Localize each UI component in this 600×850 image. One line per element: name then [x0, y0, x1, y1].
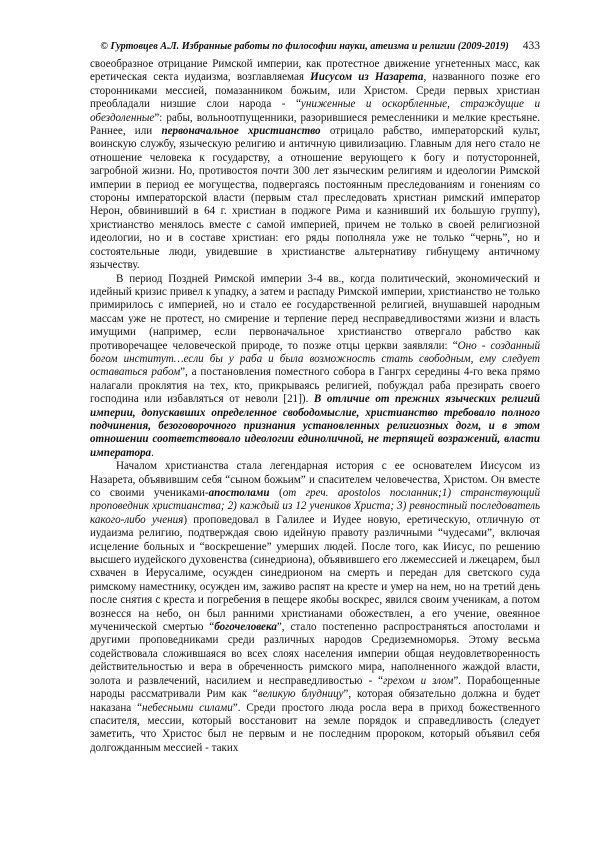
text-run: , названного позже его сторонниками мессией, помазанником божьим, или Христом. Среди первых христиан преобладали низшие слои народа - “: [90, 71, 540, 111]
emphasis-italic: Оно - созданный богом институт…если бы у раба и была возможность стать свободным, ему следует оставаться рабом: [90, 339, 540, 379]
text-run: (: [269, 487, 283, 499]
emphasis-bold-italic: апостолами: [208, 487, 270, 499]
text-run: ”, а постановления поместного собора в Гангрх середины 4-го века прямо налагали проклятия на тех, кто, прикрываясь религией, побуждал раба презирать своего господина или избавляться от неволи [21]).: [90, 366, 540, 406]
emphasis-italic: грехом и злом: [383, 674, 454, 687]
body-text: [90, 58, 540, 755]
text-run: Началом христианства стала легендарная история с ее основателем Иисусом из Назарета, объявившим себя “сыном божьим” и спасителем человечества, Христом. Он вместе со своими учениками-: [90, 460, 540, 499]
text-run: ”: рабы, вольноотпущенники, разорившиеся ремесленники и мелкие крестьяне. Раннее, или: [90, 111, 540, 138]
emphasis-bold-italic: первоначальное христианство: [161, 125, 321, 138]
emphasis-italic: небесными силами: [142, 701, 233, 714]
emphasis-italic: от греч. apostolos посланник;1) странствующий проповедник христианства; 2) каждый из 12 учеников Христа; 3) ревностный последователь какого-либо учения: [90, 487, 540, 526]
text-run: ”. Среди простого люда росла вера в приход божественного спасителя, мессии, который восстановит на земле порядок и справедливость (следует заметить, что Христос был не первым и не последним пророком, который объявил себя долгожданным мессией - таких: [90, 701, 540, 754]
emphasis-bold-italic: Иисусом из Назарета: [310, 71, 424, 84]
paragraph: [90, 460, 540, 755]
paragraph: [90, 58, 540, 273]
page-number: 433: [522, 40, 540, 52]
text-run: своеобразное отрицание Римской империи, как протестное движение угнетенных масс, как еретическая секта иудаизма, возглавляемая: [90, 58, 540, 84]
text-run: отрицало рабство, императорский культ, воинскую службу, языческую религию и античную цивилизацию. Главным для него стало не отношение человека к государству, а отношение верующего к богу и потусторонней, загробной жизни. Но, противостоя почти 300 лет языческим религиям и идеологии Римской империи в период ее могущества, подвергаясь постоянным преследованиям и гонениям со стороны императорской власти (первым стал преследовать христиан римский император Нерон, обвинивший в 64 г. христиан в поджоге Рима и казнивший их большую группу), христианство менялось вместе с самой империей, причем не только в своей религиозной идеологии, но и в составе христиан: его ряды пополняла уже не только “чернь”, но и состоятельные люди, увидевшие в христианстве альтернативу гибнущему античному язычеству.: [90, 125, 541, 272]
emphasis-italic: великую блудницу: [257, 688, 344, 701]
text-run: ”, стало постепенно распространяться апостолами и другими проповедниками среди различных народов Средиземноморья. Этому весьма содействовала сложившаяся во всех слоях населения империи общая неудовлетворенность действительностью и вера в обреченность римского мира, наполненного жаждой власти, золота и развлечений, насилием и несправедливостью - “: [90, 621, 540, 687]
paragraph: [90, 273, 540, 461]
text-run: ) проповедовал в Галилее и Иудее новую, еретическую, отличную от иудаизма религию, подтверждая свою идейную правоту различными “чудесами”, включая исцеление больных и “воскрешение” умерших людей. После того, как Иисус, по решению высшего иудейского духовенства (синедриона), объявившего его лжемессией и лжецарем, был схвачен в Иерусалиме, осужден синедрионом на смерть и передан для светского суда римскому наместнику, осужден им, заживо распят на кресте и умер на нем, но на третий день после снятия с креста и погребения в пещере якобы воскрес, явился своим ученикам, а потом вознесся на небо, он был ранними христианами обожествлен, а его учение, овеянное мученической смертью “: [90, 513, 540, 634]
text-run: ”, которая обязательно должна и будет наказана “: [90, 688, 540, 714]
running-header: [90, 40, 540, 56]
emphasis-bold-italic: богочеловека: [214, 621, 277, 634]
emphasis-bold-italic: В отличие от прежних языческих религий империи, допускавших определенное свободомыслие, христианство требовало полного подчинения, безоговорочного признания установленных религиозных догм, и в этом отношении соответствовало идеологии единоличной, не терпящей возражений, власти императора: [90, 393, 540, 459]
running-title: © Гуртовцев А.Л. Избранные работы по философии науки, атеизма и религии (2009-2019): [100, 41, 509, 52]
text-run: ”. Порабощенные народы рассматривали Рим как “: [90, 674, 540, 701]
emphasis-italic: униженные и оскорбленные, страждущие и обездоленные: [90, 98, 540, 124]
text-run: .: [151, 446, 154, 459]
text-run: В период Поздней Римской империи 3-4 вв., когда политический, экономический и идейный кризис привел к упадку, а затем и распаду Римской империи, христианство не только примирилось с империей, но и стало ее государственной религией, внушавшей народным массам уже не протест, но смирение и терпение перед несправедливостями жизни и власть имущими (например, если первоначальное христианство отвергало рабство как противоречащее человеческой природе, то позже отцы церкви заявляли: “: [90, 272, 540, 352]
